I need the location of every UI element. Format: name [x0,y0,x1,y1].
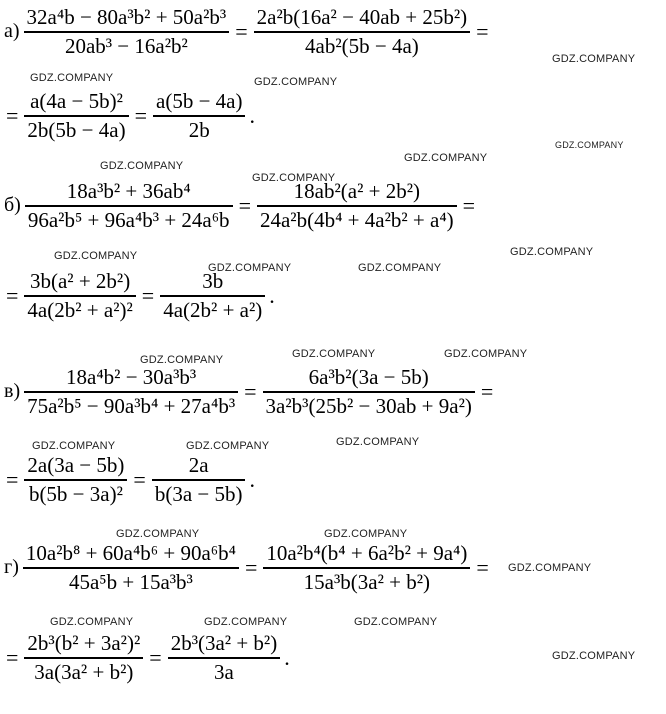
problem-a-line-1 [4,4,493,60]
numerator: a(5b − 4a) [156,89,243,113]
equals-sign: = [244,378,257,404]
problem-a-line-2 [2,88,255,144]
equals-sign: = [476,18,489,44]
problem-d-fraction-2 [263,540,470,596]
denominator: 4a(2b² + a²)² [27,297,133,322]
equals-sign: = [6,644,19,670]
problem-b-fraction-1 [25,178,233,234]
numerator: 2a²b(16a² − 40ab + 25b²) [256,5,468,29]
numerator: 2a(3a − 5b) [27,453,125,477]
denominator: 3a [214,659,234,684]
denominator: 2b(5b − 4a) [27,117,126,142]
watermark: GDZ.COMPANY [100,160,184,172]
watermark: GDZ.COMPANY [292,348,376,360]
equals-sign: = [6,282,19,308]
problem-d-line-2 [2,630,290,686]
watermark: GDZ.COMPANY [140,354,224,366]
denominator: 2b [188,117,210,142]
watermark: GDZ.COMPANY [54,250,138,262]
equals-sign: = [480,378,494,404]
problem-b-fraction-2 [257,178,457,234]
problem-c-fraction-1 [24,364,238,420]
problem-d-label: г) [4,556,19,579]
watermark: GDZ.COMPANY [336,436,420,448]
numerator: 2b³(b² + 3a²)² [27,631,141,655]
denominator: 24a²b(4b⁴ + 4a²b² + a⁴) [259,207,454,232]
equals-sign: = [134,102,147,128]
denominator: 20ab³ − 16a²b² [64,33,188,58]
problem-d-fraction-4 [168,630,281,686]
watermark: GDZ.COMPANY [404,152,488,164]
problem-b-fraction-3 [24,268,135,324]
problem-a-fraction-3 [24,88,128,144]
problem-b-fraction-4 [160,268,265,324]
period: . [284,644,290,670]
problem-b-line-1 [4,178,479,234]
problem-c-line-1 [4,364,497,420]
equals-sign: = [6,102,19,128]
denominator: 15a³b(3a² + b²) [303,569,431,594]
equals-sign: = [133,466,146,492]
denominator: b(5b − 3a)² [28,481,123,506]
watermark: GDZ.COMPANY [254,76,338,88]
watermark: GDZ.COMPANY [30,72,114,84]
numerator: 18a³b² + 36ab⁴ [66,179,191,203]
equals-sign: = [235,18,248,44]
equals-sign: = [462,192,476,218]
problem-d-line-1 [4,540,493,596]
watermark: GDZ.COMPANY [552,650,636,662]
problem-b-line-2 [2,268,275,324]
numerator: 3b [202,269,224,293]
denominator: 4ab²(5b − 4a) [305,33,419,58]
period: . [269,282,275,308]
watermark: GDZ.COMPANY [444,348,528,360]
denominator: 96a²b⁵ + 96a⁴b³ + 24a⁶b [27,207,230,232]
problem-d-fraction-1 [23,540,239,596]
numerator: 18a⁴b² − 30a³b³ [66,365,197,389]
watermark: GDZ.COMPANY [358,262,442,274]
watermark: GDZ.COMPANY [354,616,438,628]
equals-sign: = [141,282,155,308]
problem-a-label: а) [4,20,20,43]
watermark: GDZ.COMPANY [50,616,134,628]
problem-c-fraction-3 [24,452,127,508]
problem-d-fraction-3 [24,630,143,686]
denominator: 75a²b⁵ − 90a³b⁴ + 27a⁴b³ [27,393,236,418]
problem-a-fraction-1 [24,4,230,60]
numerator: 32a⁴b − 80a³b² + 50a²b³ [26,5,227,29]
numerator: 18ab²(a² + 2b²) [293,179,420,203]
problem-a-fraction-2 [254,4,471,60]
problem-c-label: в) [4,380,21,403]
denominator: 4a(2b² + a²) [163,297,263,322]
watermark: GDZ.COMPANY [252,172,336,184]
period: . [249,102,255,128]
denominator: 45a⁵b + 15a³b³ [68,569,193,594]
numerator: a(4a − 5b)² [30,89,123,113]
watermark: GDZ.COMPANY [508,562,592,574]
watermark: GDZ.COMPANY [116,528,200,540]
numerator: 10a²b⁸ + 60a⁴b⁶ + 90a⁶b⁴ [25,541,236,565]
equals-sign: = [238,192,251,218]
equals-sign: = [476,554,489,580]
period: . [249,466,255,492]
problem-c-line-2 [2,452,255,508]
problem-c-fraction-4 [152,452,246,508]
equals-sign: = [6,466,19,492]
equals-sign: = [149,644,162,670]
watermark: GDZ.COMPANY [555,140,624,150]
watermark: GDZ.COMPANY [32,440,116,452]
problem-b-label: б) [4,194,21,217]
numerator: 10a²b⁴(b⁴ + 6a²b² + 9a⁴) [266,541,468,565]
problem-a-fraction-4 [153,88,245,144]
watermark: GDZ.COMPANY [204,616,288,628]
equals-sign: = [244,554,258,580]
watermark: GDZ.COMPANY [510,246,594,258]
denominator: b(3a − 5b) [154,481,243,506]
numerator: 6a³b²(3a − 5b) [308,365,429,389]
numerator: 2a [188,453,209,477]
watermark: GDZ.COMPANY [208,262,292,274]
denominator: 3a²b³(25b² − 30ab + 9a²) [265,393,472,418]
numerator: 2b³(3a² + b²) [170,631,278,655]
watermark: GDZ.COMPANY [324,528,408,540]
denominator: 3a(3a² + b²) [34,659,134,684]
numerator: 3b(a² + 2b²) [29,269,131,293]
watermark: GDZ.COMPANY [552,53,636,65]
watermark: GDZ.COMPANY [186,440,270,452]
problem-c-fraction-2 [263,364,475,420]
